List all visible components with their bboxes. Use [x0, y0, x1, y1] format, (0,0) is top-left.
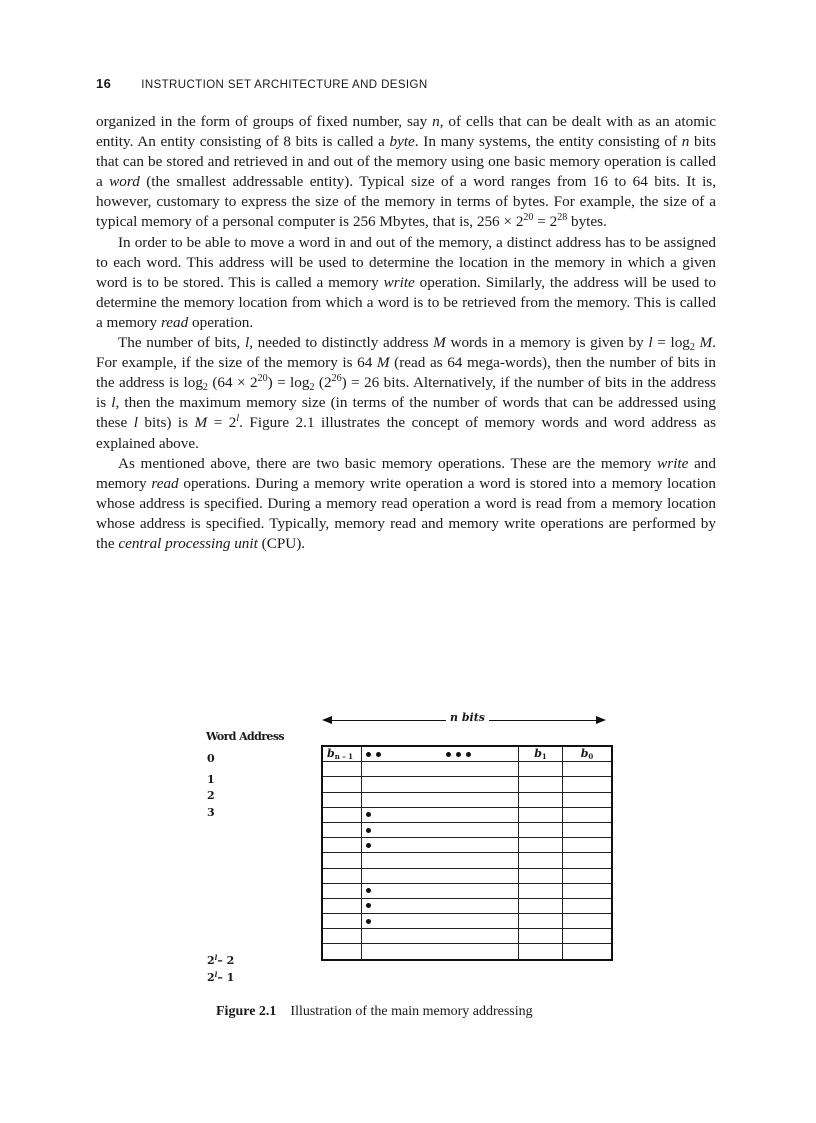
- figure-caption: [216, 1004, 533, 1020]
- arrow-left-icon: [322, 716, 332, 724]
- memory-word-row-ellipsis: [322, 898, 612, 913]
- running-title: INSTRUCTION SET ARCHITECTURE AND DESIGN: [141, 79, 428, 91]
- dot-icon: [366, 843, 371, 848]
- word-address-title: Word Address: [206, 730, 285, 743]
- memory-word-row: [322, 762, 612, 777]
- running-header: [96, 76, 428, 91]
- memory-word-row: [322, 944, 612, 960]
- bit-cell-b1: $b_1$: [519, 746, 563, 762]
- memory-word-row-ellipsis: [322, 883, 612, 898]
- arrow-right-icon: [596, 716, 606, 724]
- memory-word-row-ellipsis: [322, 838, 612, 853]
- address-2l-minus-2: 2$^l$– 2: [207, 953, 235, 967]
- address-1: 1: [207, 773, 215, 786]
- dot-icon: [366, 919, 371, 924]
- memory-word-row: [322, 853, 612, 868]
- memory-words-table: [321, 745, 613, 961]
- memory-word-row-ellipsis: [322, 807, 612, 822]
- figure-label: Figure 2.1: [216, 1004, 277, 1019]
- address-3: 3: [207, 806, 215, 819]
- paragraph-3: The number of bits, l, needed to distinctly address M words in a memory is given by $l = \log_2 M$. For example, if the size of the memory is 64 M (read as 64 mega-words), then the number of bits in the address is $\log_2 (64 \times 2^{20}) = \log_2 (2^{26}) = 26$ bits. Alternatively, if the number of bits in the address is l, then the maximum memory size (in terms of the number of words that can be addressed using these l bits) is $M = 2^l$. Figure 2.1 illustrates the concept of memory words and word address as explained above.: [96, 334, 717, 452]
- address-2: 2: [207, 789, 215, 802]
- memory-word-row: [322, 868, 612, 883]
- paragraph-2: In order to be able to move a word in and out of the memory, a distinct address has to be assigned to each word. This address will be used to determine the location in the memory in which a given word is to be stored. This is called a memory write operation. Similarly, the address will be used to determine the memory location from which a word is to be retrieved from the memory. This is called a memory read operation.: [96, 233, 716, 331]
- n-bits-label: n bits: [446, 711, 489, 724]
- dot-icon: [366, 903, 371, 908]
- bit-cell-middle: [362, 746, 519, 762]
- dot-icon: [456, 752, 461, 757]
- paragraph-1: organized in the form of groups of fixed number, say n, of cells that can be dealt with as an atomic entity. An entity consisting of 8 bits is called a byte. In many systems, the entity consisting of n bits that can be stored and retrieved in and out of the memory using one basic memory operation is called a word (the smallest addressable entity). Typical size of a word ranges from 16 to 64 bits. It is, however, customary to express the size of the memory in terms of bytes. For example, the size of a typical memory of a personal computer is 256 Mbytes, that is, $256 \times 2^{20} = 2^{28}$ bytes.: [96, 113, 716, 231]
- dot-icon: [366, 812, 371, 817]
- bit-cell-msb: $b_{n - 1}$: [322, 746, 362, 762]
- dot-icon: [446, 752, 451, 757]
- paragraph-4: As mentioned above, there are two basic memory operations. These are the memory write and memory read operations. During a memory write operation a word is stored into a memory location whose address is specified. During a memory read operation a word is read from a memory location whose address is specified. Typically, memory read and memory write operations are performed by the central processing unit (CPU).: [96, 454, 716, 552]
- memory-word-row: [322, 746, 612, 762]
- n-bits-dimension-arrow: [322, 713, 606, 727]
- memory-word-row: [322, 777, 612, 792]
- memory-word-row-ellipsis: [322, 914, 612, 929]
- memory-word-row: [322, 929, 612, 944]
- dot-icon: [366, 752, 371, 757]
- dot-icon: [366, 888, 371, 893]
- dot-icon: [466, 752, 471, 757]
- address-2l-minus-1: 2$^l$– 1: [207, 970, 235, 984]
- memory-word-row-ellipsis: [322, 822, 612, 837]
- bit-cell-b0: $b_0$: [563, 746, 613, 762]
- memory-word-row: [322, 792, 612, 807]
- dot-icon: [366, 828, 371, 833]
- address-0: 0: [207, 752, 215, 765]
- page-number: 16: [96, 76, 112, 91]
- dot-icon: [376, 752, 381, 757]
- figure-caption-text: Illustration of the main memory addressing: [290, 1004, 533, 1019]
- body-text: [96, 112, 716, 554]
